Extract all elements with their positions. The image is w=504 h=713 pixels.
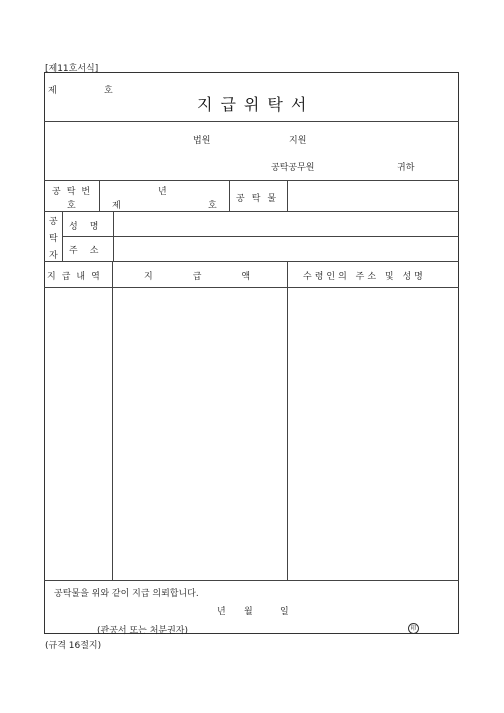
payment-detail-cell[interactable] <box>46 290 110 577</box>
date-month-label: 월 <box>244 607 253 617</box>
honorific-label: 귀하 <box>397 163 415 173</box>
date-year-label: 년 <box>217 607 226 617</box>
divider <box>287 180 288 211</box>
address-label: 주소 <box>69 246 111 256</box>
form-number-tag: [제11호서식] <box>45 64 99 74</box>
recipient-header: 수령인의 주소 및 성명 <box>303 272 426 282</box>
divider <box>287 261 288 580</box>
name-field[interactable] <box>118 214 454 234</box>
deposit-number-label-2: 호 <box>67 201 76 211</box>
divider <box>112 261 113 580</box>
divider <box>44 261 459 262</box>
deposit-year-label: 년 <box>158 187 167 197</box>
deposit-je-label: 제 <box>112 201 121 211</box>
page-title: 지급위탁서 <box>197 95 315 114</box>
deposit-item-field[interactable] <box>293 184 453 206</box>
name-label: 성명 <box>69 222 111 232</box>
seal-icon: 印 <box>408 623 419 634</box>
divider <box>44 121 459 122</box>
depositor-side-label-3: 자 <box>49 251 58 261</box>
depositor-side-label-1: 공 <box>49 217 58 227</box>
divider <box>44 180 459 181</box>
address-field[interactable] <box>118 239 454 259</box>
divider <box>113 211 114 261</box>
divider <box>44 287 459 288</box>
officer-label: 공탁공무원 <box>271 163 315 173</box>
divider <box>229 180 230 211</box>
divider <box>62 236 459 237</box>
paper-size-note: (규격 16절지) <box>45 641 102 651</box>
deposit-ho-label: 호 <box>208 201 217 211</box>
divider <box>62 211 63 261</box>
depositor-side-label-2: 탁 <box>49 234 58 244</box>
authority-label: (관공서 또는 처분권자) <box>97 626 188 636</box>
recipient-cell[interactable] <box>290 290 456 577</box>
payment-amount-header: 지급액 <box>144 272 291 282</box>
request-text: 공탁물을 위와 같이 지급 의뢰합니다. <box>54 589 199 599</box>
number-je-label: 제 <box>48 86 57 96</box>
divider <box>44 580 459 581</box>
number-ho-label: 호 <box>104 86 113 96</box>
deposit-item-label: 공탁물 <box>236 194 284 204</box>
payment-detail-header: 지급내역 <box>47 272 106 282</box>
deposit-number-label: 공탁번 <box>52 187 97 197</box>
divider <box>44 211 459 212</box>
payment-amount-cell[interactable] <box>115 290 285 577</box>
branch-label: 지원 <box>289 136 307 146</box>
court-label: 법원 <box>193 136 211 146</box>
date-day-label: 일 <box>280 607 289 617</box>
divider <box>99 180 100 211</box>
